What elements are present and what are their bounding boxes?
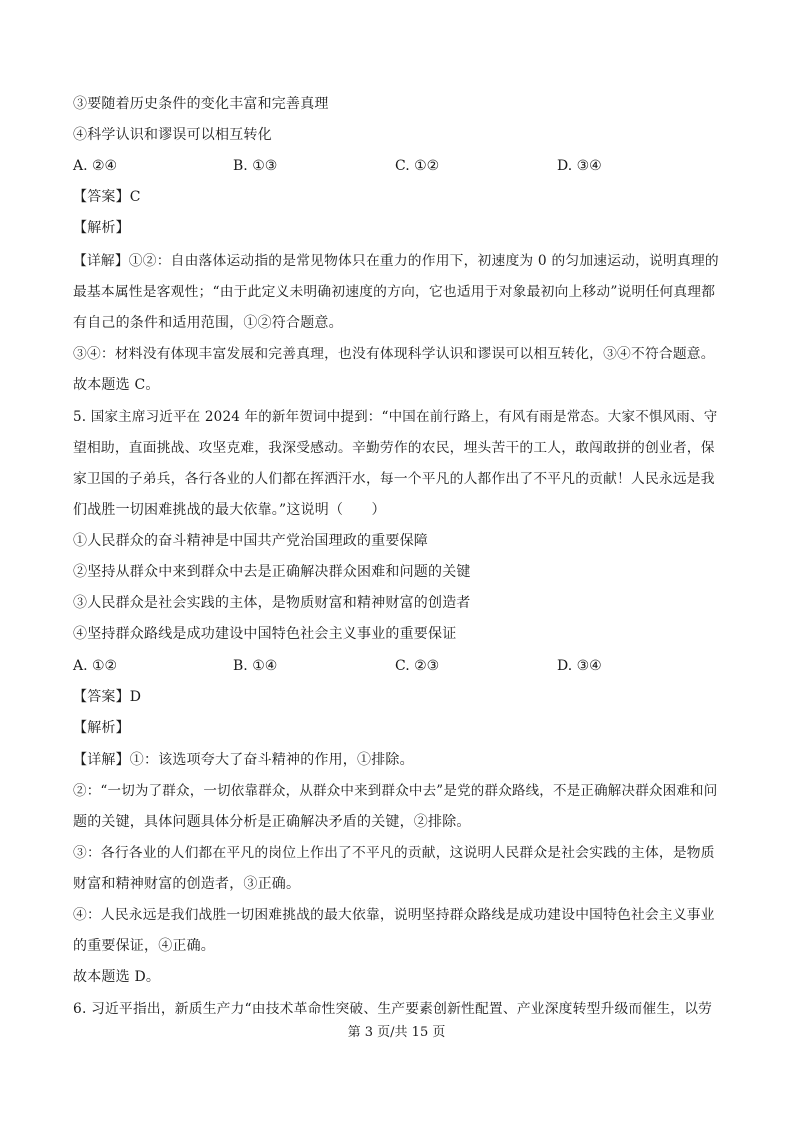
- q5-detail-line: 【详解】①：该选项夸大了奋斗精神的作用，①排除。: [73, 752, 414, 768]
- q5-detail-line: 的重要保证，④正确。: [73, 938, 215, 954]
- q5-item-1: ①人民群众的奋斗精神是中国共产党治国理政的重要保障: [73, 533, 428, 549]
- q4-option-c: C. ①②: [395, 158, 440, 174]
- q4-analysis-label: 【解析】: [73, 220, 130, 236]
- q4-detail-line: 有自己的条件和适用范围，①②符合题意。: [73, 315, 343, 331]
- q5-item-4: ④坚持群众路线是成功建设中国特色社会主义事业的重要保证: [73, 626, 457, 642]
- q5-option-a: A. ①②: [73, 658, 118, 674]
- q5-option-b: B. ①④: [233, 658, 278, 674]
- q4-option-a: A. ②④: [73, 158, 118, 174]
- q5-analysis-label: 【解析】: [73, 720, 130, 736]
- q5-option-d: D. ③④: [557, 658, 602, 674]
- q5-stem-line: 5. 国家主席习近平在 2024 年的新年贺词中提到：“中国在前行路上，有风有雨是常态。大家不惧风雨、守: [73, 409, 718, 425]
- q5-detail-line: 故本题选 D。: [73, 969, 161, 985]
- q5-item-3: ③人民群众是社会实践的主体，是物质财富和精神财富的创造者: [73, 595, 471, 611]
- q4-answer: 【答案】C: [73, 189, 141, 205]
- q5-detail-line: 题的关键，具体问题具体分析是正确解决矛盾的关键，②排除。: [73, 814, 471, 830]
- q5-item-2: ②坚持从群众中来到群众中去是正确解决群众困难和问题的关键: [73, 564, 471, 580]
- q5-answer: 【答案】D: [73, 689, 142, 705]
- q5-detail-line: ②：“一切为了群众，一切依靠群众，从群众中来到群众中去”是党的群众路线，不是正确解决群众困难和问: [73, 783, 718, 799]
- q5-stem-line: 望相助，直面挑战、攻坚克难，我深受感动。辛勤劳作的农民，埋头苦干的工人，敢闯敢拼的创业者，保: [73, 440, 715, 456]
- q5-stem-line: 们战胜一切困难挑战的最大依靠。”这说明（ ）: [73, 502, 386, 518]
- q4-item-3: ③要随着历史条件的变化丰富和完善真理: [73, 96, 329, 112]
- q4-detail-line: ③④：材料没有体现丰富发展和完善真理，也没有体现科学认识和谬误可以相互转化，③④不符合题意。: [73, 346, 715, 362]
- q4-item-4: ④科学认识和谬误可以相互转化: [73, 127, 272, 143]
- q5-stem-line: 家卫国的子弟兵，各行各业的人们都在挥洒汗水，每一个平凡的人都作出了不平凡的贡献！人民永远是我: [73, 471, 715, 487]
- q6-stem-line: 6. 习近平指出，新质生产力“由技术革命性突破、生产要素创新性配置、产业深度转型升级而催生，以劳: [73, 1001, 713, 1017]
- q5-detail-line: ④：人民永远是我们战胜一切困难挑战的最大依靠，说明坚持群众路线是成功建设中国特色社会主义事业: [73, 907, 715, 923]
- q4-detail-line: 故本题选 C。: [73, 377, 160, 393]
- q5-option-c: C. ②③: [395, 658, 440, 674]
- q5-detail-line: ③：各行各业的人们都在平凡的岗位上作出了不平凡的贡献，这说明人民群众是社会实践的主体，是物质: [73, 845, 715, 861]
- q4-option-b: B. ①③: [233, 158, 278, 174]
- q4-detail-line: 【详解】①②：自由落体运动指的是常见物体只在重力的作用下，初速度为 0 的匀加速运动，说明真理的: [73, 253, 719, 269]
- q4-option-d: D. ③④: [557, 158, 602, 174]
- page-number: 第 3 页/共 15 页: [347, 1025, 446, 1040]
- q4-detail-line: 最基本属性是客观性；“由于此定义未明确初速度的方向，它也适用于对象最初向上移动”说明任何真理都: [73, 284, 716, 300]
- q5-detail-line: 财富和精神财富的创造者，③正确。: [73, 876, 301, 892]
